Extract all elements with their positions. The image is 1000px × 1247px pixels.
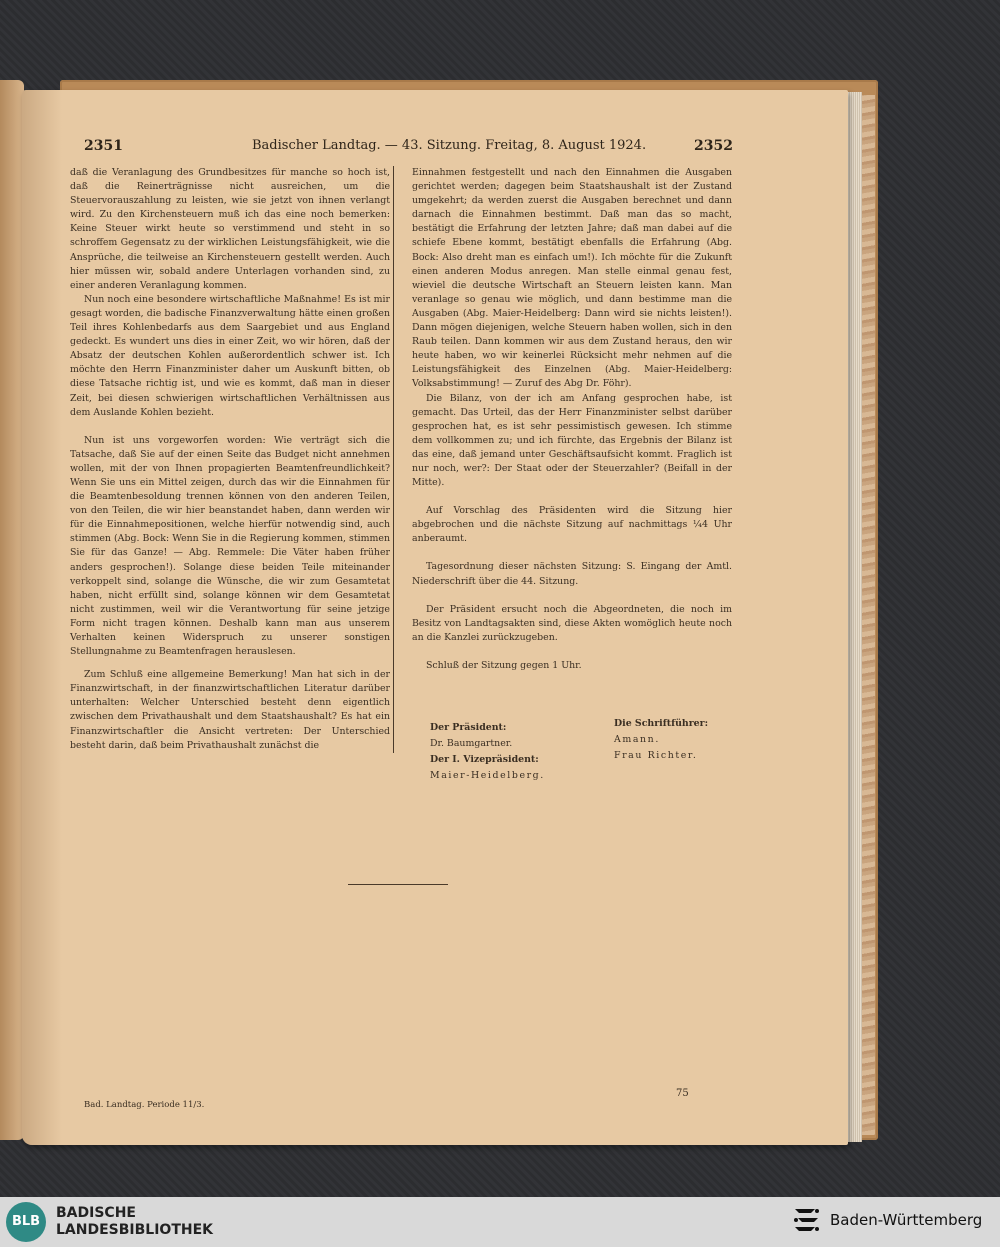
footer-reference: Bad. Landtag. Periode 11/3. <box>84 1100 205 1110</box>
sheet-number: 75 <box>676 1088 689 1099</box>
library-name-line: BADISCHE <box>56 1205 136 1221</box>
paragraph: Auf Vorschlag des Präsidenten wird die Sitzung hier abgebrochen und die nächste Sitzung auf nachmittags ¼4 Uhr anberaumt. <box>412 505 732 545</box>
library-name[interactable] <box>56 1205 213 1239</box>
paragraph: Schluß der Sitzung gegen 1 Uhr. <box>426 659 582 671</box>
blb-logo-icon[interactable]: BLB <box>6 1202 46 1242</box>
signature-president <box>430 720 545 784</box>
library-name-line: LANDESBIBLIOTHEK <box>56 1222 214 1238</box>
coat-of-arms-icon <box>792 1206 822 1238</box>
right-page-number: 2352 <box>694 138 733 154</box>
paragraph: Tagesordnung dieser nächsten Sitzung: S. Eingang der Amtl. Niederschrift über die 44. Sitzung. <box>412 561 732 587</box>
page-header-title: Badischer Landtag. — 43. Sitzung. Freitag, 8. August 1924. <box>252 138 647 153</box>
paragraph: Nun noch eine besondere wirtschaftliche Maßnahme! Es ist mir gesagt worden, die badische Finanzverwaltung hätte einen großen Teil ihres Kohlenbedarfs aus dem Saargebiet und aus England gedeckt. Es wundert uns dies in einer Zeit, wo wir hören, daß der Absatz der deutschen Kohlen außerordentlich schwer ist. Ich möchte den Herrn Finanzminister daher um Auskunft bitten, ob diese Tatsache richtig ist, und wie es kommt, daß man in dieser Zeit, bei diesen schwierigen wirtschaftlichen Verhältnissen aus dem Auslande Kohlen bezieht. <box>70 293 390 418</box>
paragraph: daß die Veranlagung des Grundbesitzes für manche so hoch ist, daß die Reinerträgnisse nicht ausreichen, um die Steuervorauszahlung zu leisten, wie sie jetzt von ihnen verlangt wird. Zu den Kirchensteuern muß ich das eine noch bemerken: Keine Steuer wirkt heute so verstimmend und steht in so schroffem Gegensatz zu der wirklichen Leistungsfähigkeit, wie die Ansprüche, die teilweise an Kirchensteuern gestellt werden. Auch hier müssen wir, sobald andere Unterlagen vorhanden sind, zu einer anderen Veranlagung kommen. <box>70 167 390 291</box>
previous-page-edge <box>0 80 24 1140</box>
paragraph: Die Bilanz, von der ich am Anfang gesprochen habe, ist gemacht. Das Urteil, das der Herr Finanzminister selbst darüber gesprochen hat, es ist sehr pessimistisch gewesen. Ich stimme dem vollkommen zu; und ich fürchte, das Ergebnis der Bilanz ist das eine, daß jemand unter Geschäftsaufsicht kommt. Fraglich ist nur noch, wer?: Der Staat oder der Steuerzahler? (Beifall in der Mitte). <box>412 392 732 489</box>
document-page <box>22 90 848 1145</box>
secretaries-title: Die Schriftführer: <box>614 718 709 729</box>
president-name: Dr. Baumgartner. <box>430 738 513 749</box>
state-name[interactable]: Baden-Württemberg <box>830 1211 983 1229</box>
paragraph: Zum Schluß eine allgemeine Bemerkung! Man hat sich in der Finanzwirtschaft, in der finanzwirtschaftlichen Literatur darüber unterhalten: Welcher Unterschied besteht denn eigentlich zwischen dem Privathaushalt und dem Staatshaushalt? Es hat ein Finanzwirtschaftler die Ansicht vertreten: Der Unterschied besteht darin, daß beim Privathaushalt zunächst die <box>70 669 390 751</box>
column-divider <box>393 166 394 753</box>
vice-president-title: Der I. Vizepräsident: <box>430 754 539 765</box>
paragraph: Einnahmen festgestellt und nach den Einnahmen die Ausgaben gerichtet werden; dagegen beim Staatshaushalt ist der Zustand umgekehrt; da werden zuerst die Ausgaben berechnet und dann darnach die Einnahmen bestimmt. Daß man das so macht, bestätigt die Erfahrung der letzten Jahre; daß man dabei auf die schiefe Ebene kommt, bestätigt ebenfalls die Erfahrung (Abg. Bock: Also dreht man es einfach um!). Ich möchte für die Zukunft einen anderen Modus anregen. Man stelle einmal genau fest, wieviel die deutsche Wirtschaft an Steuern leisten kann. Man veranlage so genau wie möglich, und dann bestimme man die Ausgaben (Abg. Maier-Heidelberg: Dann wird sie nichts leisten!). Dann mögen diejenigen, welche Steuern haben wollen, sich in den Raub teilen. Dann kommen wir aus dem Zustand heraus, den wir heute haben, wo wir keinerlei Rücksicht mehr nehmen auf die Leistungsfähigkeit des Einzelnen (Abg. Maier-Heidelberg: Volksabstimmung! — Zuruf des Abg Dr. Föhr). <box>412 167 732 390</box>
closing-rule <box>348 884 448 885</box>
left-page-number: 2351 <box>84 138 123 154</box>
secretary-name: Frau Richter. <box>614 750 698 761</box>
provider-banner <box>0 1197 1000 1247</box>
vice-president-name: Maier-Heidelberg. <box>430 770 545 781</box>
paragraph: Der Präsident ersucht noch die Abgeordneten, die noch im Besitz von Landtagsakten sind, diese Akten womöglich heute noch an die Kanzlei zurückzugeben. <box>412 603 732 643</box>
secretary-name: Amann. <box>614 734 660 745</box>
left-text-column <box>70 166 390 753</box>
right-text-column <box>412 166 732 673</box>
president-title: Der Präsident: <box>430 722 507 733</box>
signature-secretaries <box>614 716 708 764</box>
paragraph: Nun ist uns vorgeworfen worden: Wie verträgt sich die Tatsache, daß Sie auf der einen Seite das Budget nicht annehmen wollen, mit der von Ihnen propagierten Beamtenfreundlichkeit? Wenn Sie uns ein Mittel zeigen, durch das wir die Einnahmen für die Beamtenbesoldung trennen können von den anderen Teilen, von den Teilen, die wir hier beanstandet haben, dann werden wir für die Einnahmepositionen, welche hierfür notwendig sind, auch stimmen (Abg. Bock: Wenn Sie in die Regierung kommen, stimmen Sie für das Ganze! — Abg. Remmele: Die Väter haben früher anders gesprochen!). Solange diese beiden Teile miteinander verkoppelt sind, solange die Wünsche, die wir zum Gesamtetat haben, nicht erfüllt sind, solange können wir dem Gesamtetat nicht zustimmen, weil wir die Verantwortung für seine jetzige Form nicht tragen können. Deshalb kann man aus unserem Verhalten keinen Widerspruch zu unserer sonstigen Stellungnahme zu Beamtenfragen herauslesen. <box>70 434 390 658</box>
